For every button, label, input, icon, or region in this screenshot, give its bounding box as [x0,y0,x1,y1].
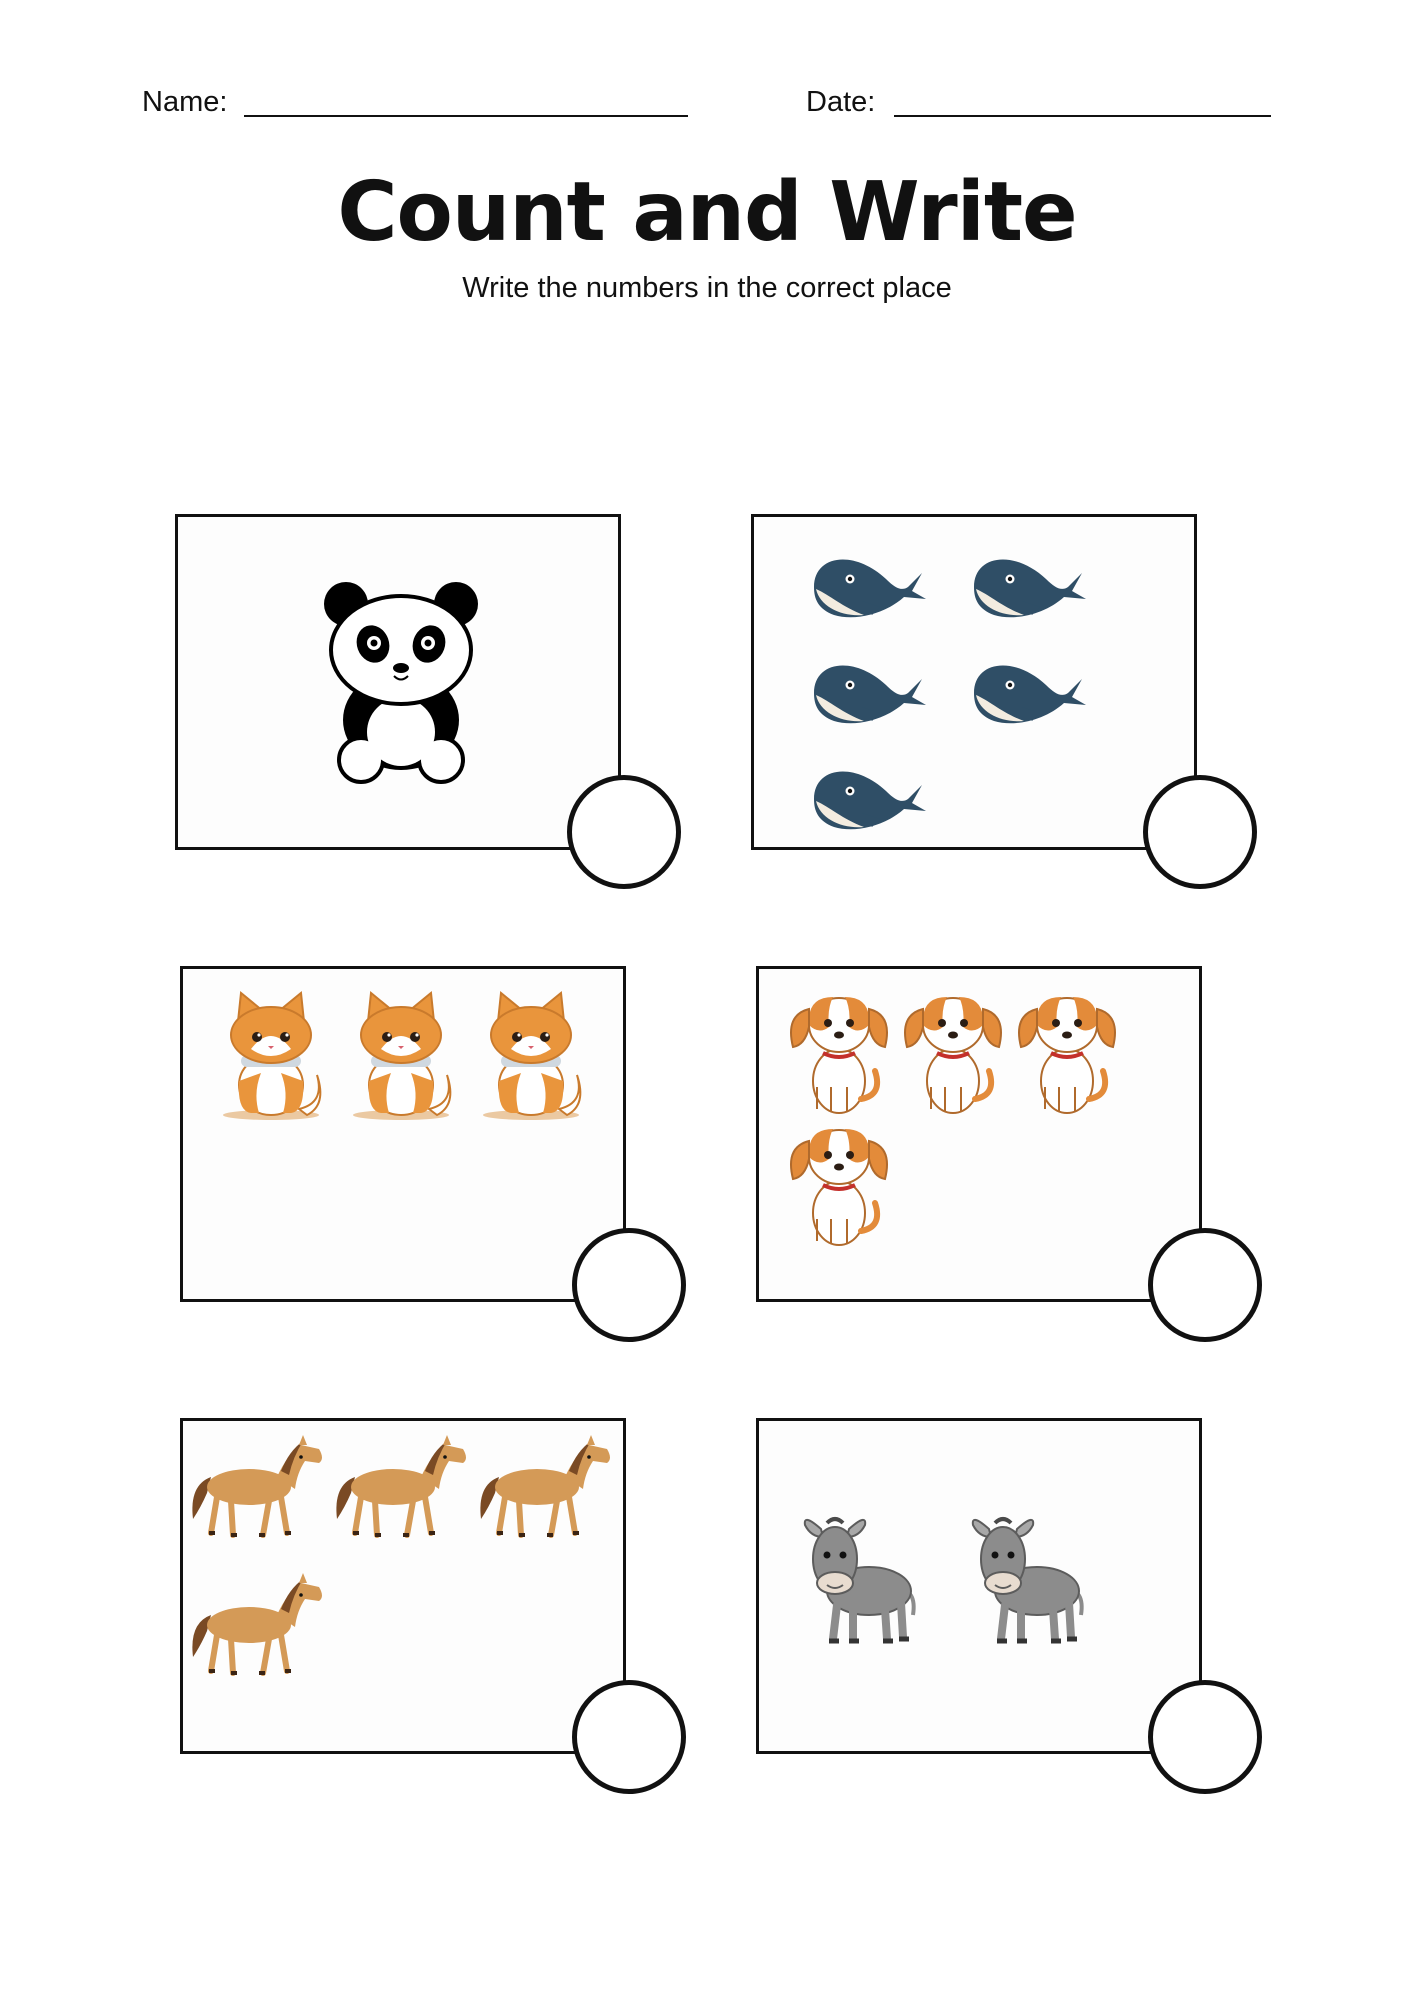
panel-horse [180,1418,626,1754]
panel-whale [751,514,1197,850]
horse-group [183,1421,629,1757]
horse-icon [336,1435,466,1535]
cat-group [183,969,629,1305]
answer-circle-whale[interactable] [1143,775,1257,889]
date-write-line[interactable] [894,115,1271,117]
worksheet-title: Count and Write [337,165,1077,260]
answer-circle-cat[interactable] [572,1228,686,1342]
answer-circle-dog[interactable] [1148,1228,1262,1342]
dog-icon [791,1129,887,1245]
whale-icon [974,559,1086,617]
cat-icon [223,993,320,1120]
donkey-icon [973,1519,1082,1641]
horse-icon [192,1573,322,1673]
date-label: Date: [806,86,876,118]
horse-icon [480,1435,610,1535]
dog-group [759,969,1205,1305]
whale-icon [814,559,926,617]
name-label: Name: [142,86,228,118]
answer-circle-panda[interactable] [567,775,681,889]
answer-circle-donkey[interactable] [1148,1680,1262,1794]
panda-icon [324,582,478,782]
cat-icon [483,993,580,1120]
donkey-group [759,1421,1205,1757]
whale-icon [974,665,1086,723]
whale-icon [814,771,926,829]
dog-icon [1019,997,1115,1113]
horse-icon [192,1435,322,1535]
worksheet-instructions: Write the numbers in the correct place [462,272,952,304]
dog-icon [905,997,1001,1113]
donkey-icon [805,1519,914,1641]
cat-icon [353,993,450,1120]
panel-donkey [756,1418,1202,1754]
answer-circle-horse[interactable] [572,1680,686,1794]
panel-dog [756,966,1202,1302]
name-write-line[interactable] [244,115,688,117]
whale-icon [814,665,926,723]
panel-panda [175,514,621,850]
whale-group [754,517,1200,853]
panel-cat [180,966,626,1302]
dog-icon [791,997,887,1113]
panda-group [178,517,624,853]
